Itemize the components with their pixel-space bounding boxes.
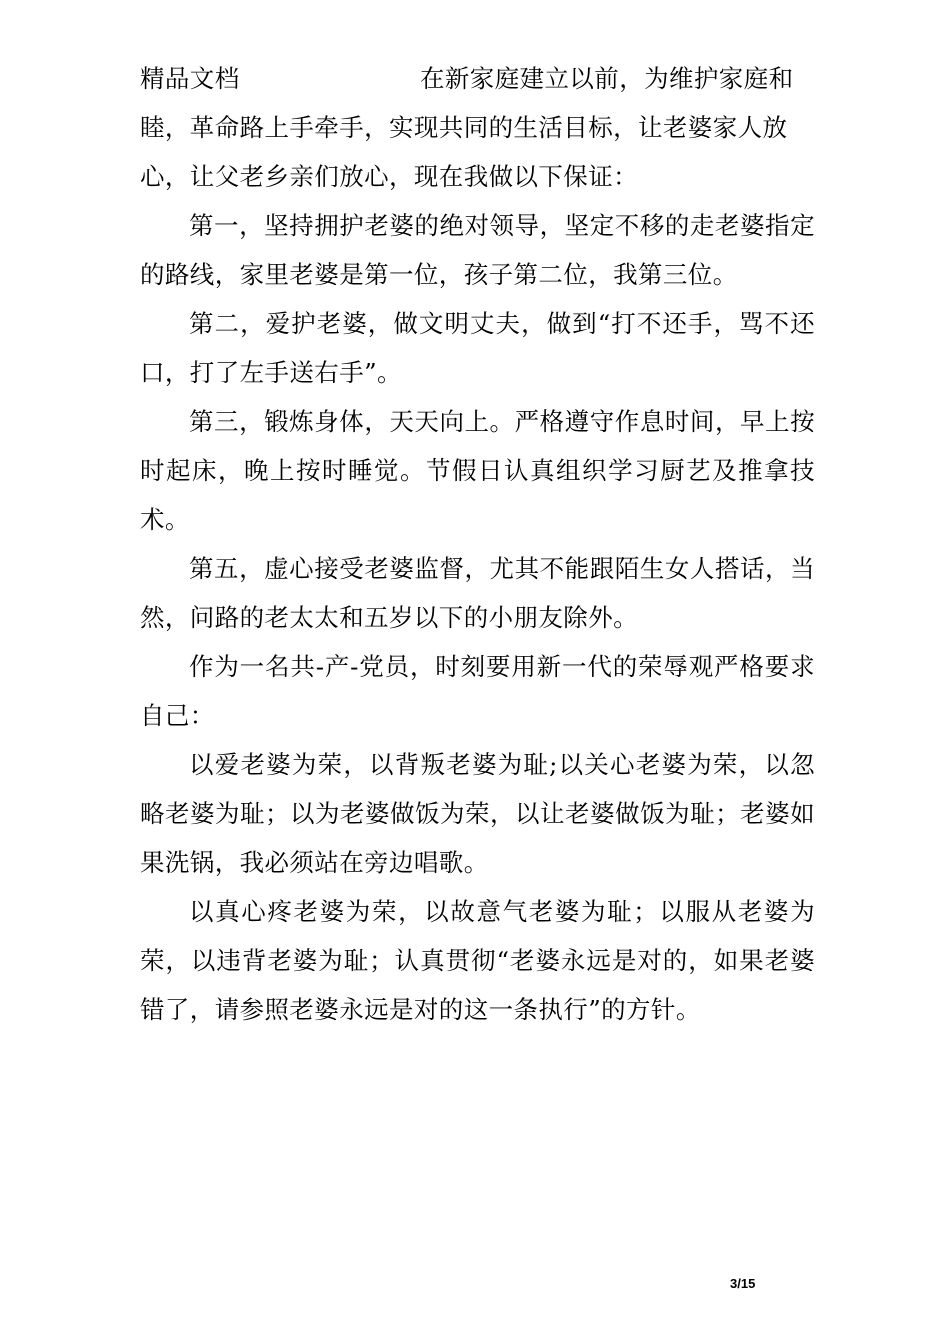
paragraph-1: 第一，坚持拥护老婆的绝对领导，坚定不移的走老婆指定的路线，家里老婆是第一位，孩子第二位，我第三位。 <box>140 211 815 289</box>
opening-text: 在新家庭建立以前，为维护家庭和睦，革命路上手牵手，实现共同的生活目标，让老婆家人放心，让父老乡亲们放心，现在我做以下保证： <box>140 64 794 191</box>
paragraph-3: 第三，锻炼身体，天天向上。严格遵守作息时间，早上按时起床，晚上按时睡觉。节假日认真组织学习厨艺及推拿技术。 <box>140 407 815 534</box>
paragraph-5: 作为一名共-产-党员，时刻要用新一代的荣辱观严格要求自己： <box>140 652 815 730</box>
page-number: 3/15 <box>730 1276 756 1291</box>
paragraph-6: 以爱老婆为荣，以背叛老婆为耻;以关心老婆为荣，以忽略老婆为耻；以为老婆做饭为荣，以让老婆做饭为耻；老婆如果洗锅，我必须站在旁边唱歌。 <box>140 750 815 877</box>
paragraph-2: 第二，爱护老婆，做文明丈夫，做到“打不还手，骂不还口，打了左手送右手”。 <box>140 309 815 387</box>
paragraph-4: 第五，虚心接受老婆监督，尤其不能跟陌生女人搭话，当然，问路的老太太和五岁以下的小朋友除外。 <box>140 554 815 632</box>
document-body <box>140 54 815 1034</box>
document-header: 精品文档 <box>140 64 240 93</box>
paragraph-7: 以真心疼老婆为荣，以故意气老婆为耻；以服从老婆为荣，以违背老婆为耻；认真贯彻“老婆永远是对的，如果老婆错了，请参照老婆永远是对的这一条执行”的方针。 <box>140 897 815 1024</box>
opening-paragraph <box>140 54 815 201</box>
